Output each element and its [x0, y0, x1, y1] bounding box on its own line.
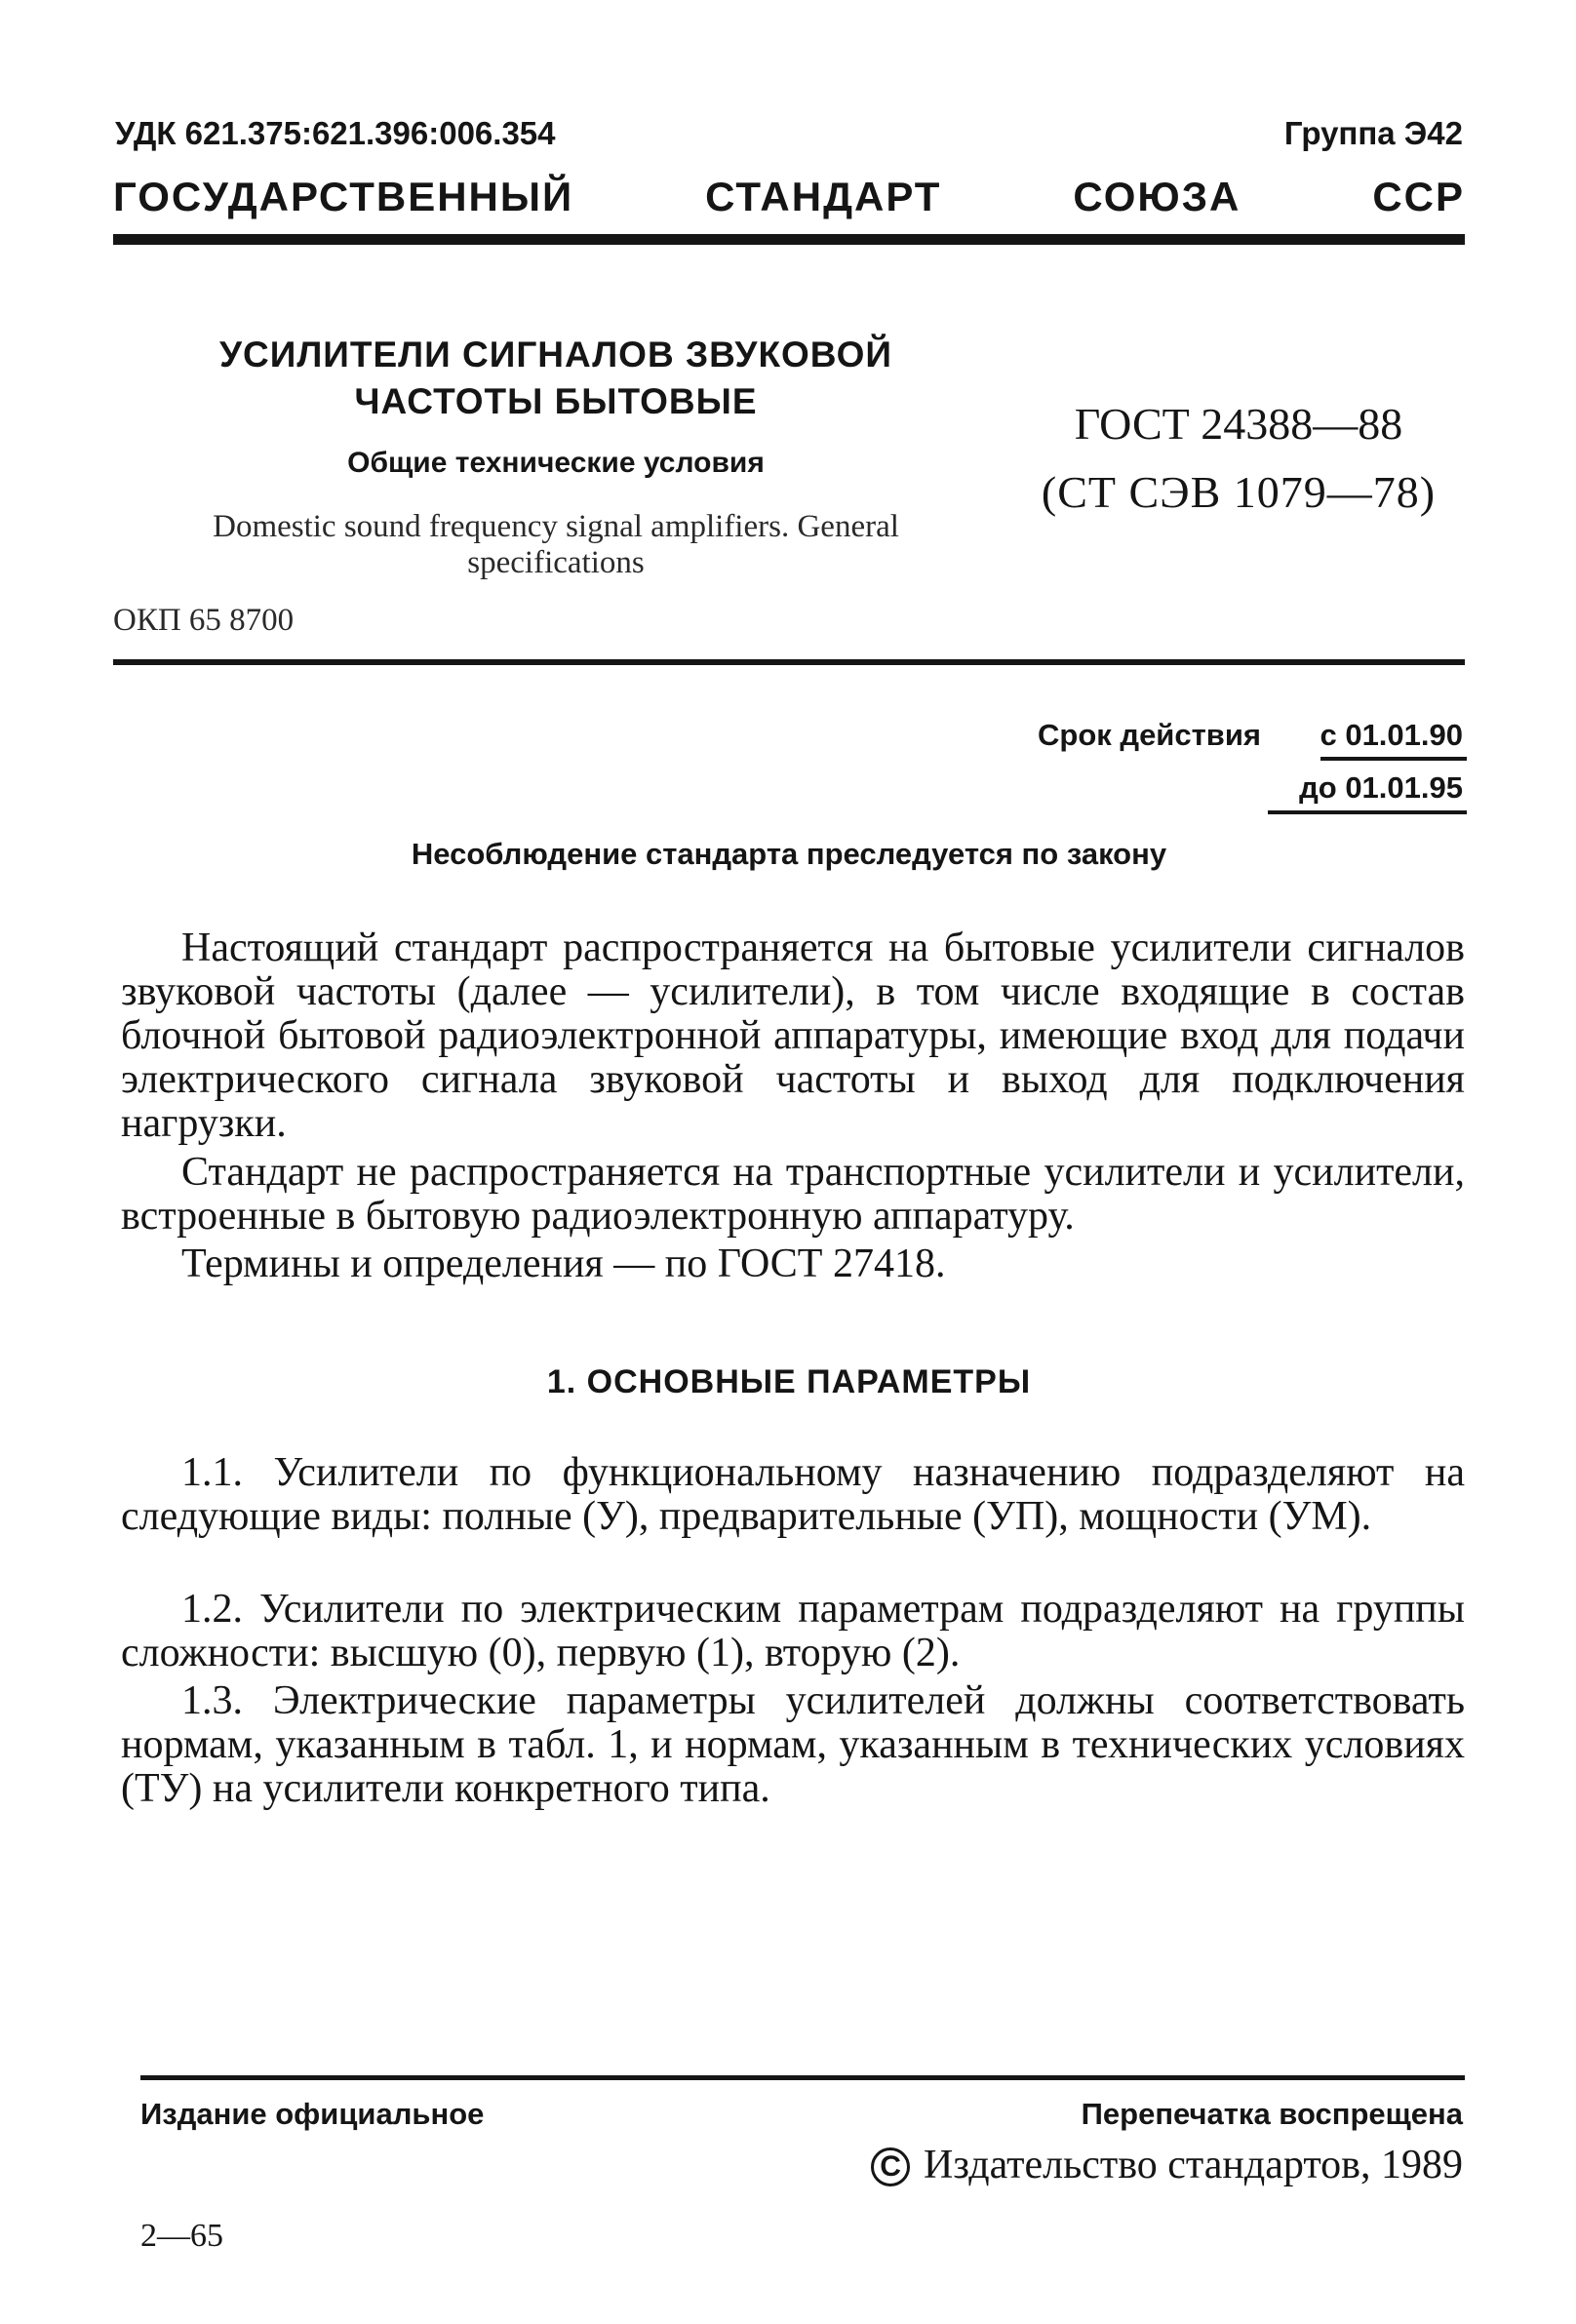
- document-title: УСИЛИТЕЛИ СИГНАЛОВ ЗВУКОВОЙ ЧАСТОТЫ БЫТОВЫЕ: [219, 335, 892, 422]
- okp-code: ОКП 65 8700: [113, 603, 295, 638]
- validity-label: Срок действия: [1038, 718, 1261, 752]
- section-item: 1.2. Усилители по электрическим параметрам подразделяют на группы сложности: высшую (0), первую (1), вторую (2).: [121, 1587, 1465, 1675]
- intro-paragraph: Стандарт не распространяется на транспортные усилители и усилители, встроенные в бытовую радиоэлектронную аппаратуру.: [121, 1150, 1465, 1239]
- section-item: 1.1. Усилители по функциональному назначению подразделяют на следующие виды: полные (У), предварительные (УП), мощности (УМ).: [121, 1450, 1465, 1539]
- valid-to-underline: [1268, 810, 1467, 814]
- copyright-icon: C: [871, 2147, 910, 2186]
- edition-label: Издание официальное: [140, 2097, 485, 2131]
- valid-to-date: до 01.01.95: [1299, 770, 1463, 805]
- section-title: 1. ОСНОВНЫЕ ПАРАМЕТРЫ: [546, 1363, 1032, 1400]
- reprint-notice: Перепечатка воспрещена: [1081, 2097, 1463, 2131]
- title-rule: [113, 659, 1465, 665]
- legal-notice: Несоблюдение стандарта преследуется по закону: [411, 837, 1167, 871]
- intro-paragraph: Термины и определения — по ГОСТ 27418.: [181, 1241, 946, 1286]
- page-reference: 2—65: [140, 2218, 223, 2254]
- intro-paragraph: Настоящий стандарт распространяется на бытовые усилители сигналов звуковой частоты (далее — усилители), в том числе входящие в состав блочной бытовой радиоэлектронной аппаратуры, имеющие вход для подачи электрического сигнала звуковой частоты и выход для подключения нагрузки.: [121, 926, 1465, 1146]
- footer-rule: [140, 2075, 1465, 2080]
- publisher-name: Издательство стандартов, 1989: [924, 2143, 1463, 2187]
- document-subtitle: Общие технические условия: [347, 447, 765, 479]
- header-thick-rule: [113, 234, 1465, 245]
- valid-from-date: с 01.01.90: [1320, 718, 1463, 752]
- st-sev-number: (СТ СЭВ 1079—78): [1041, 467, 1437, 517]
- english-title: Domestic sound frequency signal amplifiers. General specifications: [213, 509, 899, 580]
- publisher-line: [871, 2142, 1463, 2188]
- valid-from-underline: [1320, 757, 1467, 761]
- section-item: 1.3. Электрические параметры усилителей должны соответствовать нормам, указанным в табл. 1, и нормам, указанным в технических условиях (ТУ) на усилители конкретного типа.: [121, 1678, 1465, 1811]
- group-code: Группа Э42: [1283, 115, 1463, 151]
- state-standard-heading: ГОСУДАРСТВЕННЫЙ СТАНДАРТ СОЮЗА ССР: [113, 174, 1465, 219]
- udk-code: УДК 621.375:621.396:006.354: [115, 115, 556, 151]
- gost-number: ГОСТ 24388—88: [1074, 399, 1403, 449]
